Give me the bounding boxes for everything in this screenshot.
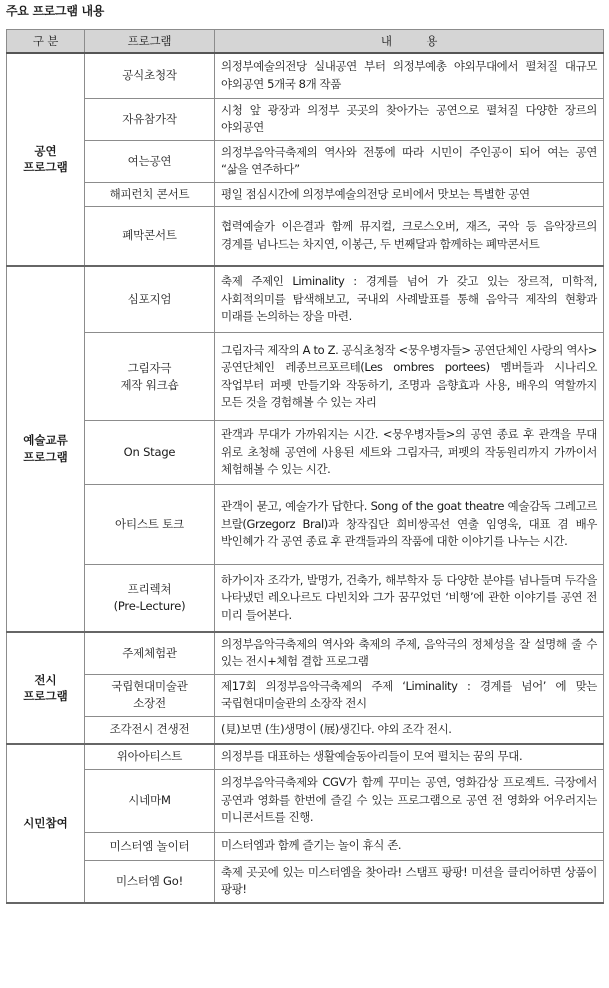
category-cell xyxy=(7,53,85,266)
program-cell xyxy=(85,140,215,182)
program-description: 의정부음악극축제와 CGV가 함께 꾸미는 공연, 영화감상 프로젝트. 극장에서 공연과 영화를 한번에 즐길 수 있는 프로그램으로 공연 전 영화와 어우러지는 미니콘서트를 진행. xyxy=(215,769,604,832)
program-description: 축제 곳곳에 있는 미스터엠을 찾아라! 스탬프 팡팡! 미션을 클리어하면 상품이 팡팡! xyxy=(215,860,604,903)
program-description: 의정부음악극축제의 역사와 전통에 따라 시민이 주인공이 되어 여는 공연 “삶을 연주하다” xyxy=(215,140,604,182)
header-content: 내 용 xyxy=(215,30,604,54)
program-name: On Stage xyxy=(123,445,176,460)
program-name: 위아아티스트 xyxy=(116,749,183,764)
program-name: (Pre-Lecture) xyxy=(113,598,186,613)
program-description: 의정부예술의전당 실내공연 부터 의정부예총 야외무대에서 펼쳐질 대규모 야외공연 5개국 8개 작품 xyxy=(215,53,604,98)
program-description: 축제 주제인 Liminality : 경계를 넘어 가 갖고 있는 장르적, 미학적, 사회적의미를 탐색해보고, 국내외 사례발표를 통해 음악극 제작의 현황과 미래를 논의하는 장을 마련. xyxy=(215,266,604,333)
program-cell xyxy=(85,182,215,207)
program-description: 하가이자 조각가, 발명가, 건축가, 해부학자 등 다양한 분야를 넘나들며 두각을 나타냈던 레오나르도 다빈치와 그가 꿈꾸었던 ‘비행’에 관한 이야기를 공연 전 미리 들어본다. xyxy=(215,565,604,632)
table-row xyxy=(7,98,604,140)
table-row xyxy=(7,182,604,207)
program-cell xyxy=(85,769,215,832)
program-name: 해피런치 콘서트 xyxy=(109,186,190,201)
header-category: 구 분 xyxy=(7,30,85,54)
program-description: 관객이 묻고, 예술가가 답한다. Song of the goat theatre 예술감독 그레고르 브랄(Grzegorz Bral)과 창작집단 희비쌍곡선 연출 임영욱, 대표 겸 배우 박인혜가 각 공연 종료 후 관객들과의 작품에 대한 이야기를 나누는 시간. xyxy=(215,485,604,565)
program-cell xyxy=(85,674,215,716)
table-row xyxy=(7,860,604,903)
program-description: 시청 앞 광장과 의정부 곳곳의 찾아가는 공연으로 펼쳐질 다양한 장르의 야외공연 xyxy=(215,98,604,140)
program-name: 심포지엄 xyxy=(127,291,172,306)
program-description: 관객과 무대가 가까워지는 시간. <뭉우병자들>의 공연 종료 후 관객을 무대 위로 초청해 공연에 사용된 세트와 그림자극, 퍼펫의 작동원리까지 가까이서 체험해볼 수 있는 시간. xyxy=(215,421,604,485)
program-name: 미스터엠 Go! xyxy=(115,873,184,888)
table-row xyxy=(7,632,604,675)
program-name: 조각전시 견생전 xyxy=(109,722,190,737)
program-name: 그림자극 xyxy=(127,360,172,375)
program-cell xyxy=(85,632,215,675)
program-description: 그림자극 제작의 A to Z. 공식초청작 <뭉우병자들> 공연단체인 사랑의 역사> 공연단체인 레종브르포르테(Les ombres portees) 멤버들과 시나리오 작업부터 퍼펫 만들기와 작동하기, 조명과 음향효과 사용, 배우의 역할까지 모든 것을 경험해볼 수 있는 자리 xyxy=(215,333,604,421)
program-name: 자유참가작 xyxy=(122,111,177,126)
program-cell xyxy=(85,333,215,421)
program-cell xyxy=(85,421,215,485)
program-description: 의정부를 대표하는 생활예술동아리들이 모여 펼치는 꿈의 무대. xyxy=(215,744,604,769)
table-row xyxy=(7,832,604,860)
program-description: 평일 점심시간에 의정부예술의전당 로비에서 맛보는 특별한 공연 xyxy=(215,182,604,207)
program-table xyxy=(6,29,604,904)
table-row xyxy=(7,53,604,98)
program-cell xyxy=(85,207,215,266)
program-description: 제17회 의정부음악극축제의 주제 ‘Liminality : 경계를 넘어’ 에 맞는 국립현대미술관의 소장작 전시 xyxy=(215,674,604,716)
header-program: 프로그램 xyxy=(85,30,215,54)
category-label: 프로그램 xyxy=(23,449,68,464)
category-cell xyxy=(7,744,85,903)
program-description: 의정부음악극축제의 역사와 축제의 주제, 음악극의 정체성을 잘 설명해 줄 수 있는 전시+체험 결합 프로그램 xyxy=(215,632,604,675)
table-header-row xyxy=(7,30,604,54)
table-row xyxy=(7,266,604,333)
page-title: 주요 프로그램 내용 xyxy=(6,4,105,18)
program-cell xyxy=(85,860,215,903)
program-name: 미스터엠 놀이터 xyxy=(109,838,190,853)
table-row xyxy=(7,565,604,632)
program-cell xyxy=(85,485,215,565)
category-cell xyxy=(7,266,85,632)
program-name: 시네마M xyxy=(128,793,171,808)
table-row xyxy=(7,485,604,565)
table-row xyxy=(7,207,604,266)
program-name: 국립현대미술관 xyxy=(111,679,188,694)
program-cell xyxy=(85,565,215,632)
program-cell xyxy=(85,98,215,140)
table-row xyxy=(7,769,604,832)
table-row xyxy=(7,716,604,744)
program-cell xyxy=(85,266,215,333)
program-name: 여는공연 xyxy=(127,153,172,168)
program-cell xyxy=(85,53,215,98)
table-row xyxy=(7,140,604,182)
category-label: 시민참여 xyxy=(23,816,68,831)
category-label: 전시 xyxy=(34,672,57,687)
program-name: 아티스트 토크 xyxy=(115,517,184,532)
category-label: 프로그램 xyxy=(23,160,68,175)
program-cell xyxy=(85,716,215,744)
category-label: 예술교류 xyxy=(23,433,68,448)
program-name: 프리렉쳐 xyxy=(127,582,172,597)
category-cell xyxy=(7,632,85,745)
program-description: 미스터엠과 함께 즐기는 놀이 휴식 존. xyxy=(215,832,604,860)
program-name: 폐막콘서트 xyxy=(122,228,177,243)
program-description: 협력예술가 이은결과 함께 뮤지컬, 크로스오버, 재즈, 국악 등 음악장르의 경계를 넘나드는 차지연, 이봉근, 두 번째달과 함께하는 폐막콘서트 xyxy=(215,207,604,266)
table-row xyxy=(7,333,604,421)
program-name: 공식초청작 xyxy=(122,68,177,83)
category-label: 공연 xyxy=(34,144,57,159)
program-name: 제작 워크숍 xyxy=(120,377,179,392)
program-name: 소장전 xyxy=(133,696,166,710)
table-row xyxy=(7,744,604,769)
category-label: 프로그램 xyxy=(23,688,68,703)
table-row xyxy=(7,421,604,485)
program-description: (見)보면 (生)생명이 (展)생긴다. 야외 조각 전시. xyxy=(215,716,604,744)
program-name: 주제체험관 xyxy=(122,645,177,660)
program-cell xyxy=(85,744,215,769)
table-row xyxy=(7,674,604,716)
program-cell xyxy=(85,832,215,860)
